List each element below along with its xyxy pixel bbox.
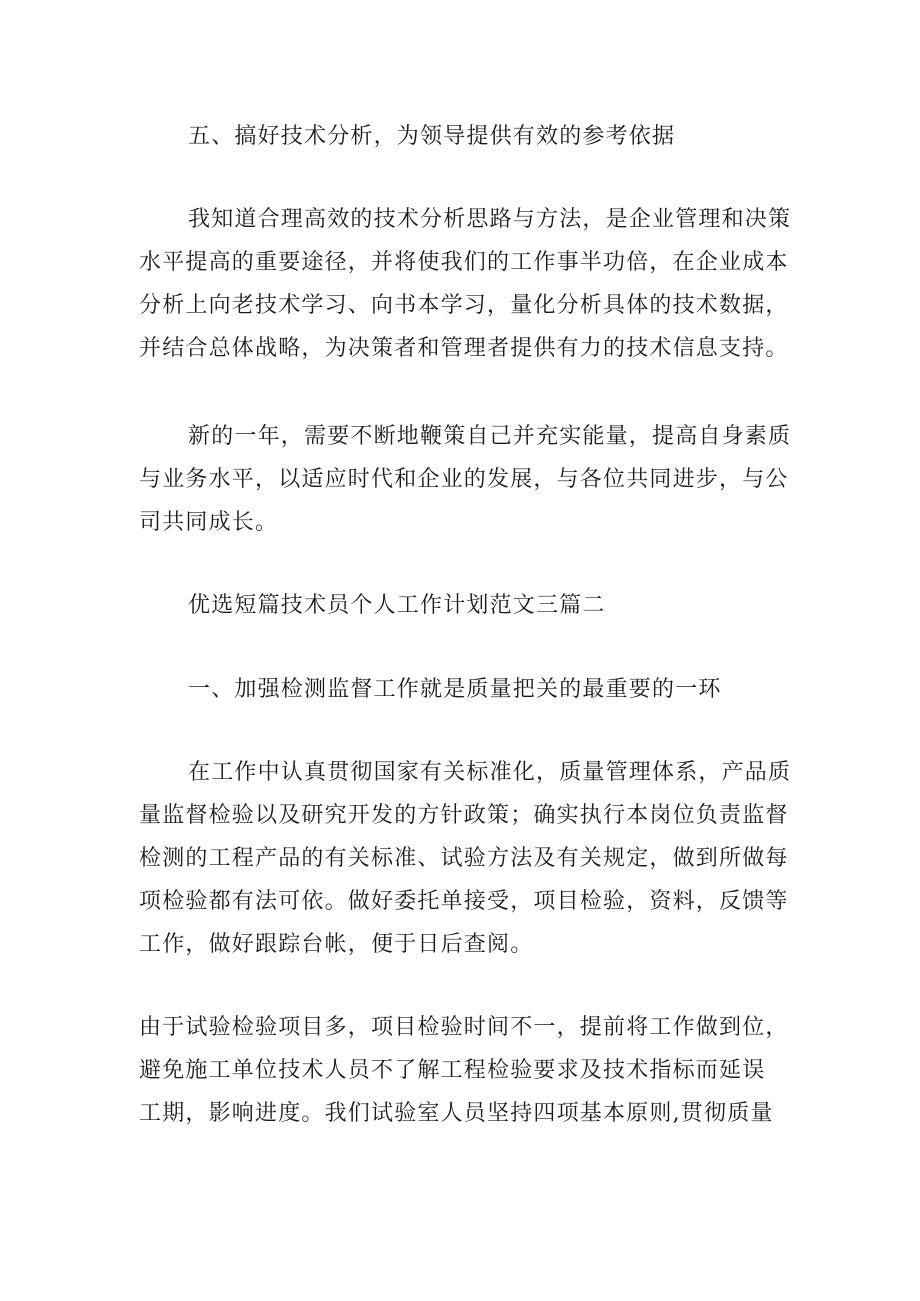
- article-subtitle: [139, 584, 799, 627]
- text-line: 优选短篇技术员个人工作计划范文三篇二: [188, 593, 606, 618]
- text-line: 我知道合理高效的技术分析思路与方法，是企业管理和决策: [188, 207, 792, 232]
- paragraph-test-items: [139, 1006, 799, 1135]
- text-line: 量监督检验以及研究开发的方针政策；确实执行本岗位负责监督: [139, 803, 789, 828]
- paragraph-technical-analysis: [139, 198, 799, 370]
- text-line: 项检验都有法可依。做好委托单接受，项目检验，资料，反馈等: [139, 889, 789, 914]
- text-line: 工作，做好跟踪台帐，便于日后查阅。: [139, 932, 534, 957]
- text-line: 由于试验检验项目多，项目检验时间不一，提前将工作做到位，: [139, 1015, 789, 1040]
- text-line: 分析上向老技术学习、向书本学习，量化分析具体的技术数据，: [139, 293, 789, 318]
- text-line: 检测的工程产品的有关标准、试验方法及有关规定，做到所做每: [139, 846, 789, 871]
- text-line: 并结合总体战略，为决策者和管理者提供有力的技术信息支持。: [139, 336, 789, 361]
- text-line: 避免施工单位技术人员不了解工程检验要求及技术指标而延误: [139, 1058, 766, 1083]
- text-line: 五、搞好技术分析，为领导提供有效的参考依据: [188, 124, 676, 149]
- text-line: 一、加强检测监督工作就是质量把关的最重要的一环: [188, 677, 722, 702]
- text-line: 工期，影响进度。我们试验室人员坚持四项基本原则,贯彻质量: [139, 1101, 774, 1126]
- text-line: 司共同成长。: [139, 510, 279, 535]
- section-heading-1: [139, 668, 799, 711]
- text-line: 新的一年，需要不断地鞭策自己并充实能量，提高自身素质: [188, 424, 792, 449]
- paragraph-new-year: [139, 415, 799, 544]
- text-line: 水平提高的重要途径，并将使我们的工作事半功倍，在企业成本: [139, 250, 789, 275]
- paragraph-inspection-work: [139, 751, 799, 966]
- text-line: 在工作中认真贯彻国家有关标准化，质量管理体系，产品质: [188, 760, 792, 785]
- section-heading-5: [139, 115, 799, 158]
- text-line: 与业务水平，以适应时代和企业的发展，与各位共同进步，与公: [139, 467, 789, 492]
